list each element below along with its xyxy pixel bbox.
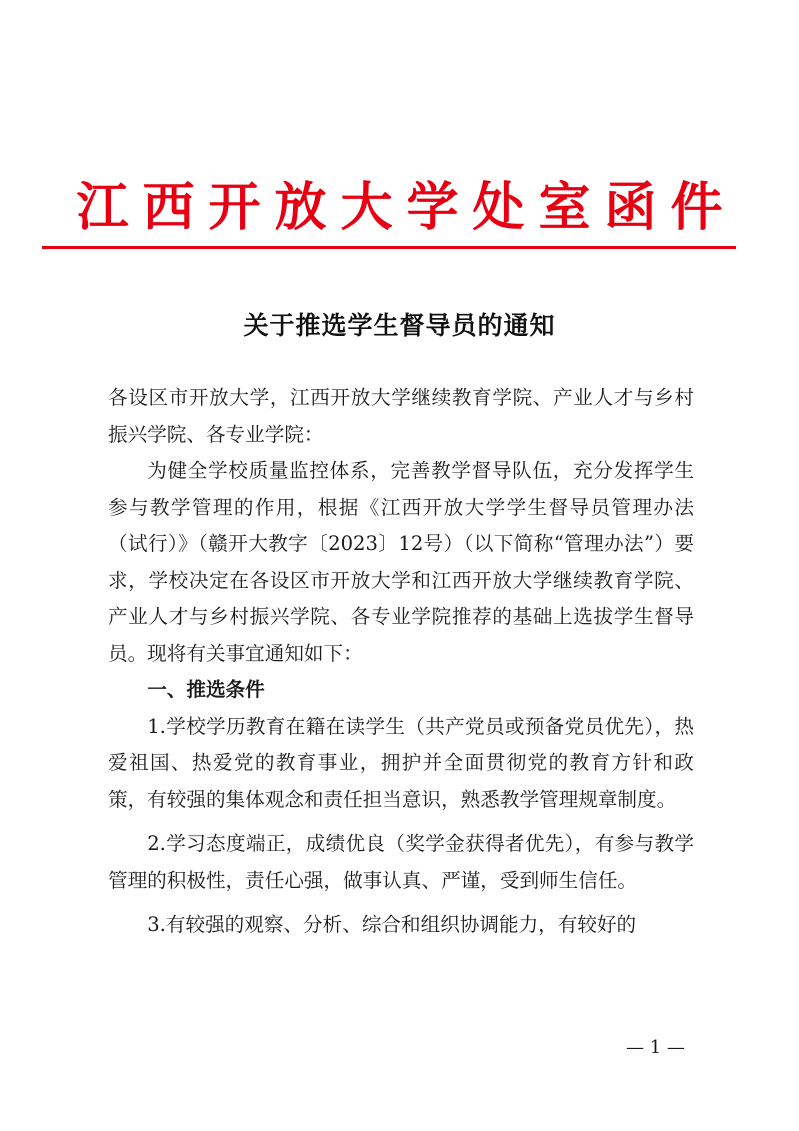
condition-item-3: 3.有较强的观察、分析、综合和组织协调能力，有较好的 (147, 913, 637, 936)
page-number: — 1 — (626, 1037, 685, 1058)
section-heading: 一、推选条件 (147, 678, 265, 701)
salutation: 各设区市开放大学，江西开放大学继续教育学院、产业人才与乡村振兴学院、各专业学院： (108, 386, 694, 446)
masthead-title: 江西开放大学处室函件 (76, 177, 737, 238)
document-title: 关于推选学生督导员的通知 (243, 311, 556, 340)
intro-paragraph: 为健全学校质量监控体系，完善教学督导队伍，充分发挥学生参与教学管理的作用，根据《江西开放大学学生督导员管理办法（试行）》（赣开大教字〔2023〕12号）（以下简称“管理办法”）要求，学校决定在各设区市开放大学和江西开放大学继续教育学院、产业人才与乡村振兴学院、各专业学院推荐的基础上选拔学生督导员。现将有关事宜通知如下： (108, 459, 694, 665)
red-divider-line (42, 246, 736, 249)
condition-item-1: 1.学校学历教育在籍在读学生（共产党员或预备党员优先），热爱祖国、热爱党的教育事业，拥护并全面贯彻党的教育方针和政策，有较强的集体观念和责任担当意识，熟悉教学管理规章制度。 (108, 714, 694, 811)
condition-item-2: 2.学习态度端正，成绩优良（奖学金获得者优先），有参与教学管理的积极性，责任心强，做事认真、严谨，受到师生信任。 (108, 832, 694, 892)
document-body (108, 380, 694, 944)
